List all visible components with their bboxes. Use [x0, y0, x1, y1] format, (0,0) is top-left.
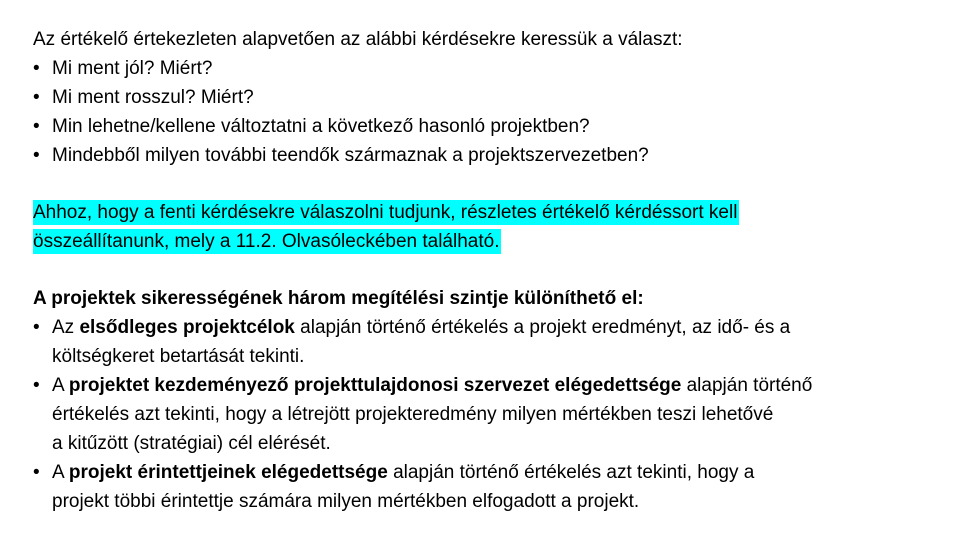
text-run: alapján történő értékelés a projekt eredményt, az idő- és a [294, 317, 791, 338]
emphasis-text: projekt érintettjeinek elégedettsége [68, 462, 388, 483]
questions-intro: Az értékelő értekezleten alapvetően az alábbi kérdésekre keressük a választ: [33, 29, 683, 50]
list-item [33, 371, 913, 458]
text-run: Az [52, 317, 80, 338]
evaluation-questions [33, 25, 913, 170]
highlight-line [33, 198, 913, 227]
text-run: A [52, 375, 69, 396]
levels-heading [33, 284, 913, 313]
text-run: alapján történő értékelés azt tekinti, hogy a [387, 462, 755, 483]
question-text: Mi ment rosszul? Miért? [52, 87, 254, 108]
list-item [33, 141, 913, 170]
text-run: A [52, 462, 69, 483]
bullet-icon: • [33, 462, 40, 483]
level-text [52, 371, 913, 458]
text-run: értékelés azt tekinti, hogy a létrejött projekteredmény milyen mértékben teszi lehetővé [52, 404, 774, 425]
success-levels [33, 284, 913, 516]
text-run: projekt többi érintettje számára milyen mértékben elfogadott a projekt. [52, 491, 640, 512]
heading-text: A projektek sikerességének három megítélési szintje különíthető el: [33, 288, 644, 309]
emphasis-text: projektet kezdeményező projekttulajdonosi szervezet elégedettsége [68, 375, 682, 396]
highlight-text: összeállítanunk, mely a 11.2. Olvasóleckében található. [33, 231, 500, 252]
list-item [33, 458, 913, 516]
bullet-icon: • [33, 116, 40, 137]
level-text [52, 313, 913, 371]
bullet-icon: • [33, 317, 40, 338]
question-text: Mi ment jól? Miért? [52, 58, 213, 79]
highlight-text: Ahhoz, hogy a fenti kérdésekre válaszolni tudjunk, részletes értékelő kérdéssort kell [33, 202, 738, 223]
bullet-icon: • [33, 145, 40, 166]
list-item [33, 54, 913, 83]
bullet-icon: • [33, 58, 40, 79]
text-run: a kitűzött (stratégiai) cél elérését. [52, 433, 331, 454]
highlighted-note [33, 198, 913, 256]
question-text: Min lehetne/kellene változtatni a következő hasonló projektben? [52, 116, 590, 137]
level-text [52, 458, 913, 516]
list-item [33, 313, 913, 371]
list-item [33, 83, 913, 112]
bullet-icon: • [33, 375, 40, 396]
text-run: költségkeret betartását tekinti. [52, 346, 305, 367]
text-run: alapján történő [681, 375, 813, 396]
emphasis-text: elsődleges projektcélok [79, 317, 295, 338]
highlight-line [33, 227, 913, 256]
question-text: Mindebből milyen további teendők származnak a projektszervezetben? [52, 145, 649, 166]
bullet-icon: • [33, 87, 40, 108]
list-item [33, 112, 913, 141]
